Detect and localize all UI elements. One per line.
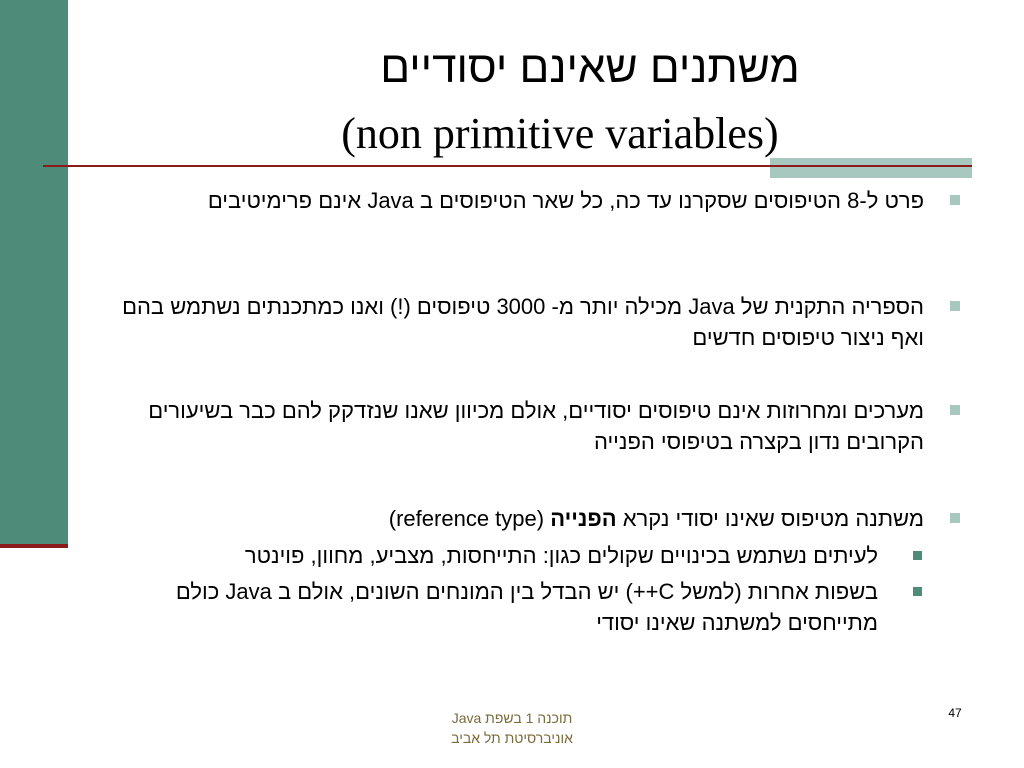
footer-university: אוניברסיטת תל אביב <box>451 730 573 746</box>
bullet-text-bold: הפנייה <box>550 506 617 531</box>
bullet-text: מערכים ומחרוזות אינם טיפוסים יסודיים, אולם מכיוון שאנו שנזדקק להם כבר בשיעורים הקרובים נדון בקצרה בטיפוסי הפנייה <box>148 398 924 454</box>
sub-bullet-text: לעיתים נשתמש בכינויים שקולים כגון: התייחסות, מצביע, מחוון, פוינטר <box>244 543 878 568</box>
footer <box>420 708 604 748</box>
square-bullet-icon <box>950 513 960 523</box>
bullet-item <box>110 185 964 216</box>
square-bullet-icon <box>913 587 922 596</box>
bullet-text: הספריה התקנית של Java מכילה יותר מ- 3000 טיפוסים (!) ואנו כמתכנתים נשתמש בהם ואף ניצור טיפוסים חדשים <box>122 294 924 350</box>
bullet-text: פרט ל-8 הטיפוסים שסקרנו עד כה, כל שאר הטיפוסים ב Java אינם פרימיטיבים <box>207 188 924 213</box>
square-bullet-icon <box>913 551 922 560</box>
square-bullet-icon <box>950 301 960 311</box>
page-number: 47 <box>948 706 962 720</box>
square-bullet-icon <box>950 405 960 415</box>
sub-bullet-text: בשפות אחרות (למשל C++) יש הבדל בין המונחים השונים, אולם ב Java כולם מתייחסים למשתנה שאינו יסודי <box>175 579 878 635</box>
footer-course: תוכנה 1 בשפת Java <box>451 710 573 726</box>
title-english: (non primitive variables) <box>341 109 779 158</box>
square-bullet-icon <box>950 195 960 205</box>
bullet-text-part: משתנה מטיפוס שאינו יסודי נקרא <box>616 506 924 531</box>
bullet-item <box>110 395 964 457</box>
left-accent-bar-edge <box>0 544 68 548</box>
sub-bullet-item <box>110 576 964 638</box>
bullet-item <box>110 291 964 353</box>
bullet-text <box>110 503 924 534</box>
bullet-item <box>110 503 964 534</box>
title-hebrew: משתנים שאינם יסודיים <box>380 43 800 92</box>
title-rule-accent <box>770 158 972 178</box>
title-rule <box>43 165 972 167</box>
bullet-text-part: (reference type) <box>388 506 551 531</box>
left-accent-bar <box>0 0 68 548</box>
sub-bullet-item <box>110 540 964 571</box>
